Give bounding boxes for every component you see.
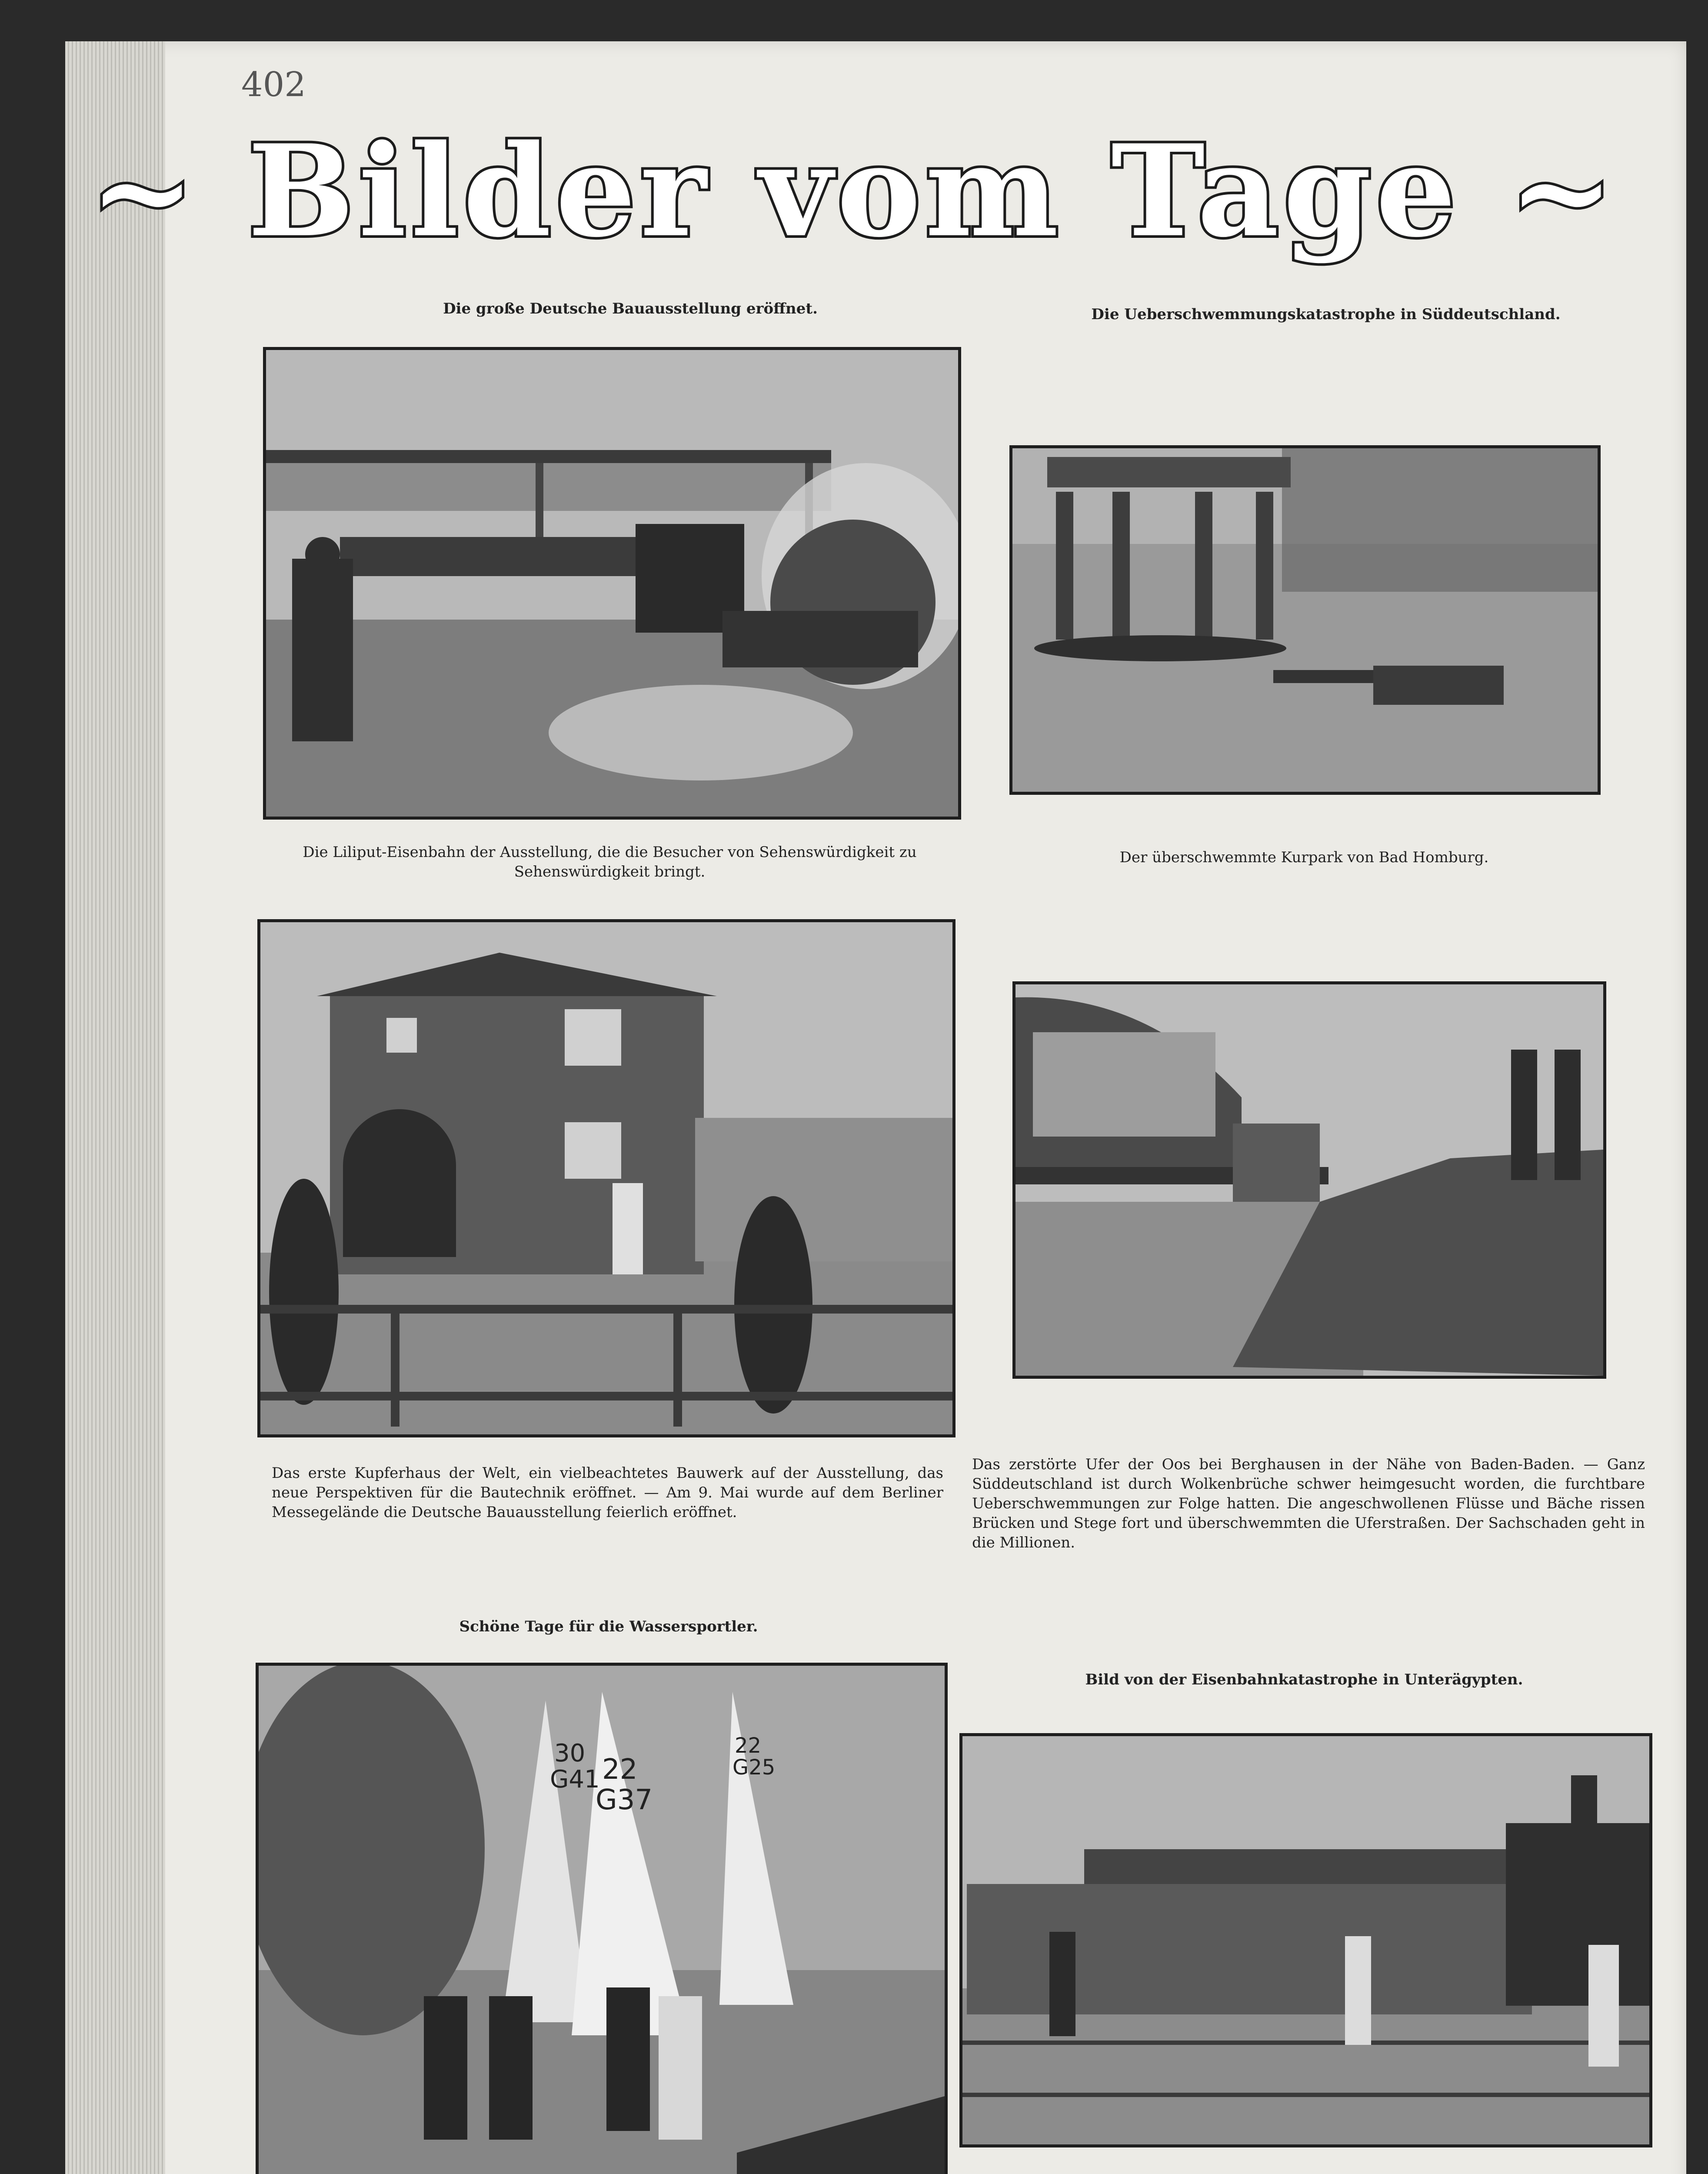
flood-heading: Die Ueberschwemmungskatastrophe in Süddeutschland. — [1091, 306, 1561, 323]
exhibition-heading: Die große Deutsche Bauausstellung eröffnet. — [443, 300, 818, 317]
sail-number-5: 22 — [735, 1734, 762, 1758]
water-sports-heading: Schöne Tage für die Wassersportler. — [459, 1618, 758, 1635]
copper-house-photo — [257, 919, 956, 1437]
oos-riverbank-photo — [1012, 981, 1606, 1379]
sail-number-4: G37 — [596, 1784, 653, 1816]
copper-house-caption: Das erste Kupferhaus der Welt, ein vielbeachtetes Bauwerk auf der Ausstellung, das neue Perspektiven für die Bautechnik eröffnet. — Am 9. Mai wurde auf dem Berliner Messegelände die Deutsche Bauausstellung feierlich eröffnet. — [272, 1464, 943, 1521]
burned-train-photo — [959, 1733, 1652, 2147]
kurpark-caption: Der überschwemmte Kurpark von Bad Homburg. — [1119, 849, 1489, 866]
lilliput-railway-photo — [263, 347, 961, 820]
sail-number-2: G41 — [550, 1765, 600, 1794]
sail-number-6: G25 — [732, 1755, 776, 1780]
lilliput-caption: Die Liliput-Eisenbahn der Ausstellung, die die Besucher von Sehenswürdigkeit zu Sehenswürdigkeit bringt. — [303, 844, 917, 880]
flooded-kurpark-photo — [1009, 445, 1601, 795]
page-number: 402 — [241, 65, 306, 104]
page-title: ~ Bilder vom Tage ~ — [89, 117, 1619, 265]
page-stack-edge — [65, 41, 165, 2174]
sail-number-3: 22 — [602, 1754, 638, 1786]
railway-heading: Bild von der Eisenbahnkatastrophe in Unterägypten. — [1085, 1671, 1523, 1688]
sailing-photo — [256, 1663, 948, 2174]
sail-number-1: 30 — [554, 1739, 586, 1767]
oos-caption: Das zerstörte Ufer der Oos bei Berghausen in der Nähe von Baden-Baden. — Ganz Süddeutschland ist durch Wolkenbrüche schwer heimgesucht worden, die furchtbare Ueberschwemmungen zur Folge hatten. Die angeschwollenen Flüsse und Bäche rissen Brücken und Stege fort und überschwemmten die Uferstraßen. Der Sachschaden geht in die Millionen. — [972, 1456, 1645, 1551]
